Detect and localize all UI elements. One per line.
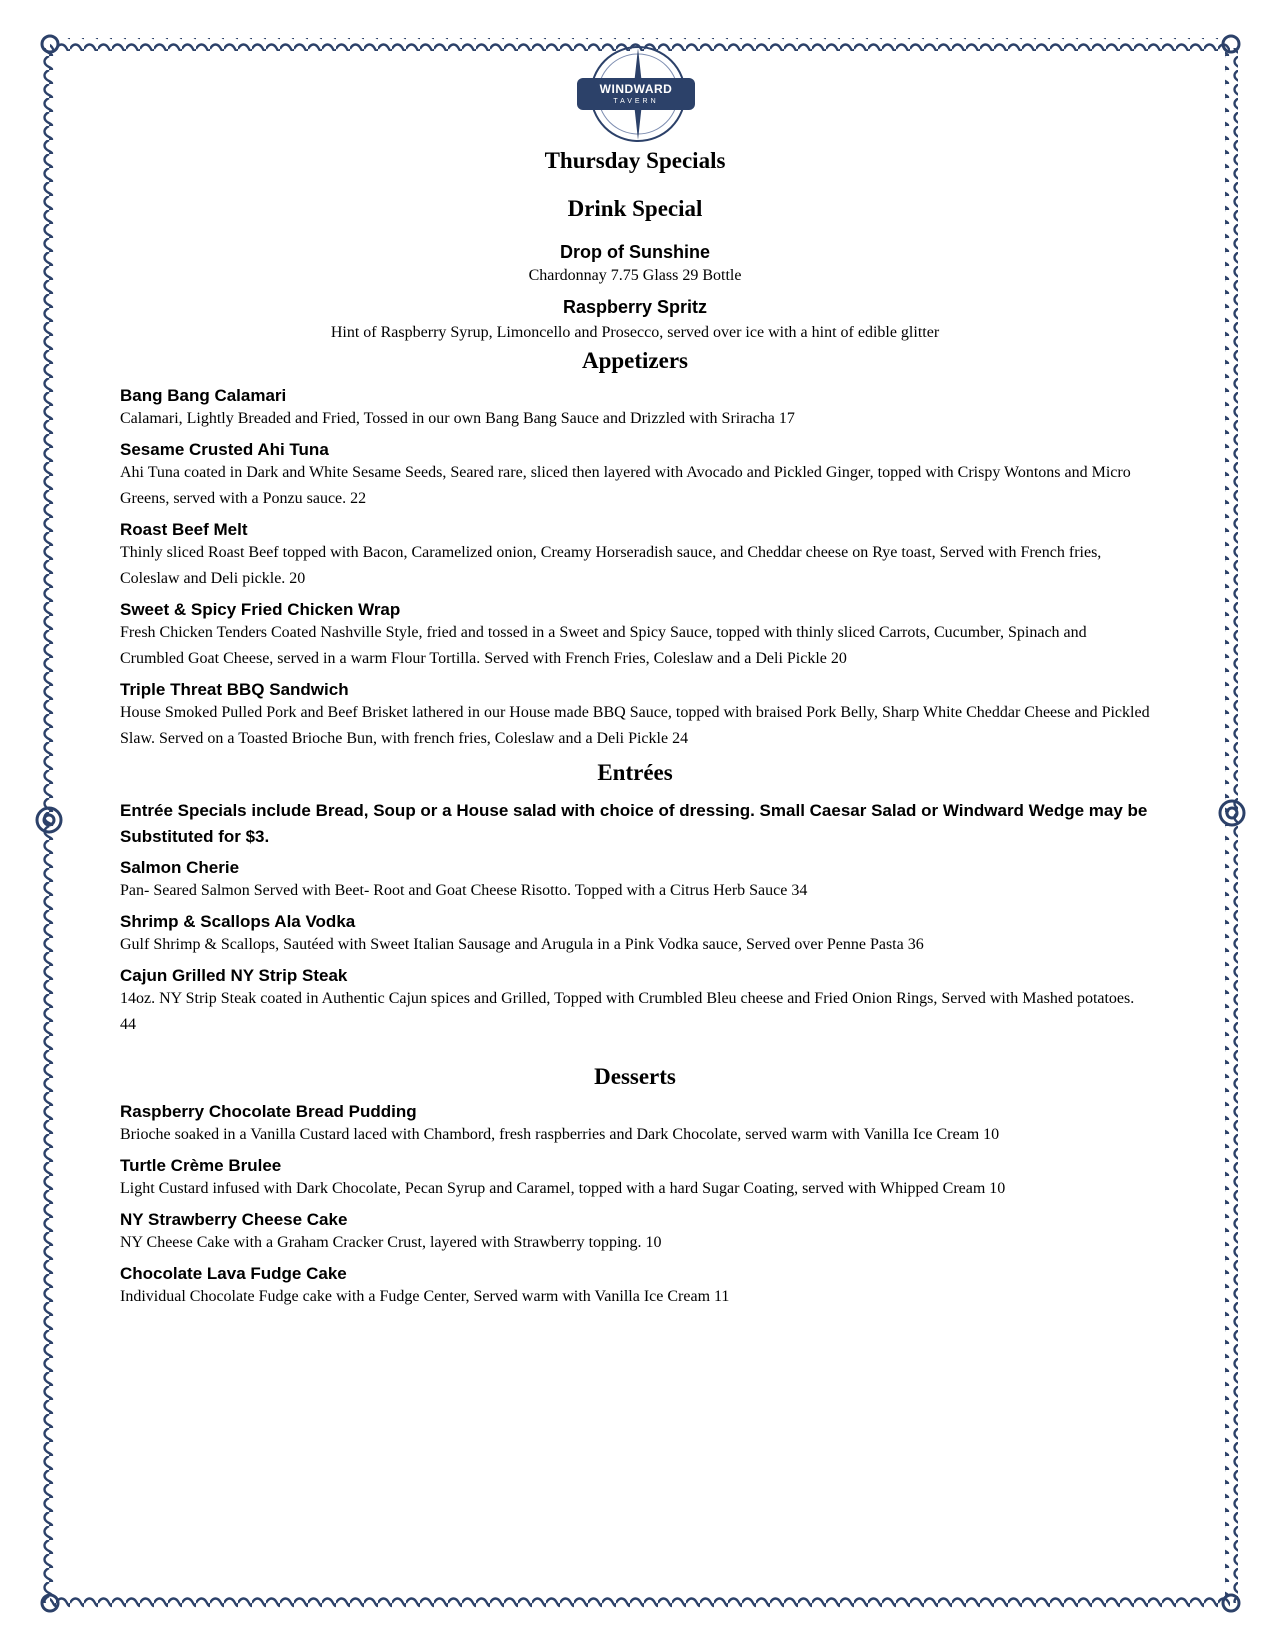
- title-row: [120, 148, 1150, 178]
- appetizers-title: Appetizers: [581, 348, 689, 373]
- menu-item: [120, 600, 1150, 672]
- drink-section-title: Drink Special: [567, 196, 703, 221]
- item-desc: Calamari, Lightly Breaded and Fried, Tossed in our own Bang Bang Sauce and Drizzled with Sriracha 17: [120, 410, 795, 427]
- item-name: Salmon Cherie: [120, 858, 240, 877]
- item-desc: Individual Chocolate Fudge cake with a Fudge Center, Served warm with Vanilla Ice Cream 11: [120, 1288, 730, 1305]
- logo-badge: [577, 78, 695, 110]
- item-name: Triple Threat BBQ Sandwich: [120, 680, 349, 699]
- menu-item: [120, 520, 1150, 592]
- item-desc: Brioche soaked in a Vanilla Custard laced with Chambord, fresh raspberries and Dark Chocolate, served warm with Vanilla Ice Cream 10: [120, 1126, 1000, 1143]
- menu-item: [120, 1210, 1150, 1256]
- drink-name: Drop of Sunshine: [560, 242, 710, 262]
- item-name: Roast Beef Melt: [120, 520, 248, 539]
- item-desc: Light Custard infused with Dark Chocolate, Pecan Syrup and Caramel, topped with a hard Sugar Coating, served with Whipped Cream 10: [120, 1180, 1006, 1197]
- item-desc: Pan- Seared Salmon Served with Beet- Root and Goat Cheese Risotto. Topped with a Citrus Herb Sauce 34: [120, 882, 808, 899]
- item-desc: Thinly sliced Roast Beef topped with Bacon, Caramelized onion, Creamy Horseradish sauce, and Cheddar cheese on Rye toast, Served with French fries, Coleslaw and Deli pickle. 20: [120, 544, 1102, 587]
- item-desc: NY Cheese Cake with a Graham Cracker Crust, layered with Strawberry topping. 10: [120, 1234, 662, 1251]
- desserts-title: Desserts: [594, 1064, 676, 1089]
- entree-note: Entrée Specials include Bread, Soup or a House salad with choice of dressing. Small Caesar Salad or Windward Wedge may be Substituted for $3.: [120, 801, 1148, 846]
- item-name: Turtle Crème Brulee: [120, 1156, 282, 1175]
- logo-subtext: TAVERN: [613, 98, 659, 105]
- item-name: Raspberry Chocolate Bread Pudding: [120, 1102, 417, 1121]
- item-name: Sesame Crusted Ahi Tuna: [120, 440, 329, 459]
- entrees-title: Entrées: [597, 760, 673, 785]
- rope-bottom: [50, 1597, 1230, 1610]
- item-desc: 14oz. NY Strip Steak coated in Authentic Cajun spices and Grilled, Topped with Crumbled Bleu cheese and Fried Onion Rings, Served with Mashed potatoes. 44: [120, 990, 1135, 1033]
- menu-item: [120, 1264, 1150, 1310]
- windward-tavern-logo: [575, 40, 701, 150]
- item-name: Shrimp & Scallops Ala Vodka: [120, 912, 356, 931]
- menu-item: [120, 440, 1150, 512]
- item-name: Chocolate Lava Fudge Cake: [120, 1264, 347, 1283]
- item-desc: Ahi Tuna coated in Dark and White Sesame Seeds, Seared rare, sliced then layered with Avocado and Pickled Ginger, topped with Crispy Wontons and Micro Greens, served with a Ponzu sauce. 22: [120, 464, 1131, 507]
- drink-desc: Chardonnay 7.75 Glass 29 Bottle: [528, 267, 742, 284]
- page-title: Thursday Specials: [544, 148, 726, 173]
- item-name: NY Strawberry Cheese Cake: [120, 1210, 348, 1229]
- menu-content: [120, 148, 1150, 1310]
- logo-text: WINDWARD: [599, 82, 673, 96]
- menu-item: [120, 1156, 1150, 1202]
- item-name: Cajun Grilled NY Strip Steak: [120, 966, 348, 985]
- menu-item: [120, 858, 1150, 904]
- item-name: Bang Bang Calamari: [120, 386, 287, 405]
- item-desc: House Smoked Pulled Pork and Beef Brisket lathered in our House made BBQ Sauce, topped with braised Pork Belly, Sharp White Cheddar Cheese and Pickled Slaw. Served on a Toasted Brioche Bun, with french fries, Coleslaw and a Deli Pickle 24: [120, 704, 1150, 747]
- item-desc: Gulf Shrimp & Scallops, Sautéed with Sweet Italian Sausage and Arugula in a Pink Vodka sauce, Served over Penne Pasta 36: [120, 936, 924, 953]
- menu-item: [120, 912, 1150, 958]
- item-name: Sweet & Spicy Fried Chicken Wrap: [120, 600, 401, 619]
- menu-item: [120, 386, 1150, 432]
- menu-item: [120, 680, 1150, 752]
- item-desc: Fresh Chicken Tenders Coated Nashville Style, fried and tossed in a Sweet and Spicy Sauce, topped with thinly sliced Carrots, Cucumber, Spinach and Crumbled Goat Cheese, served in a warm Flour Tortilla. Served with French Fries, Coleslaw and a Deli Pickle 20: [120, 624, 1087, 667]
- menu-item: [120, 966, 1150, 1038]
- drink-name: Raspberry Spritz: [562, 297, 708, 317]
- menu-item: [120, 1102, 1150, 1148]
- drink-desc: Hint of Raspberry Syrup, Limoncello and Prosecco, served over ice with a hint of edible glitter: [330, 324, 940, 341]
